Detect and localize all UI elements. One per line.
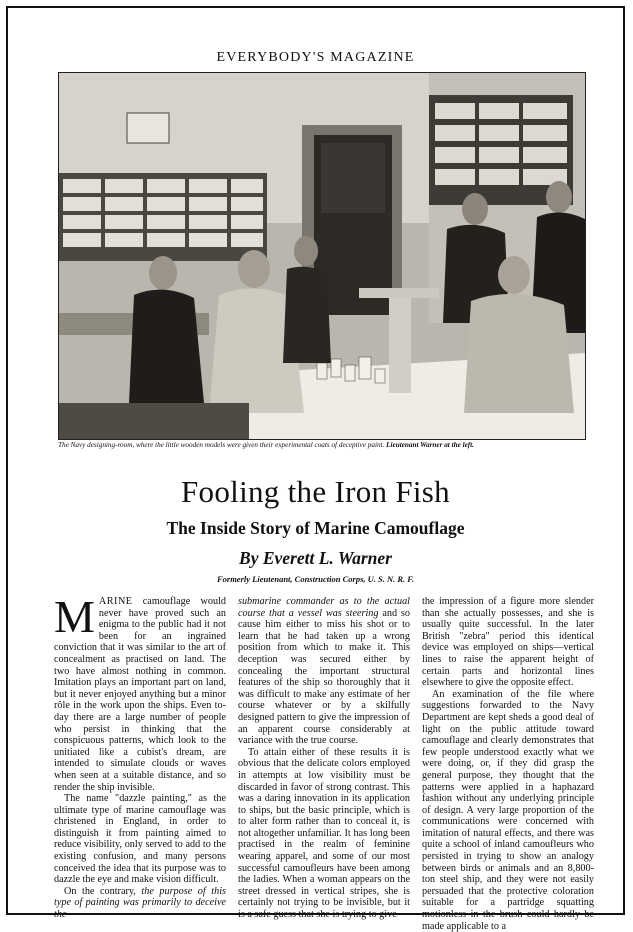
caption-main: The Navy designing-room, where the little wooden models were given their experimental coats of deceptive paint.: [58, 441, 385, 449]
paragraph-text: On the contrary,: [64, 885, 142, 897]
column-3: [422, 596, 594, 932]
caption-credit: Lieutenant Warner at the left.: [386, 441, 474, 449]
magazine-page: [6, 6, 625, 932]
designing-room-photo: [58, 72, 586, 440]
paragraph: [54, 591, 226, 793]
paragraph: [54, 886, 226, 921]
column-1: [54, 591, 226, 921]
article-subtitle: The Inside Story of Marine Camouflage: [166, 518, 465, 538]
column-2: [238, 596, 410, 921]
paragraph: An examination of the file where suggestions forwarded to the Navy Department are kept sheds a good deal of light on the public attitude toward camouflage and clearly demonstrates that few people understood exactly what we were doing, or, if they did grasp the general purpose, they thought that the patterns were applied in a haphazard fashion without any underlying principle of design. A very large proportion of the communications were concerned with imitation of natural effects, and there was quite a school of inland camoufleurs who persisted in trying to show an analogy between birds or animals and an 8,800-ton steel ship, and they were not easily persuaded that the protective coloration suitable for a partridge squatting motionless in the brush could hardly be made applicable to a: [422, 688, 594, 932]
photo-caption: [58, 441, 588, 449]
article-byline: By Everett L. Warner: [239, 548, 392, 568]
paragraph: [238, 596, 410, 747]
paragraph: To attain either of these results it is obvious that the delicate colors employed in attempts at low visibility must be discarded in favor of strong contrast. This was a daring innovation in its application to ships, but the basic principle, which is to alter form rather than to conceal it, is not altogether unfamiliar. It has long been practised in the realm of feminine wearing apparel, and some of our most successful camoufleurs have been among the ladies. When a woman appears on the street dressed in vertical stripes, she is certainly not trying to be invisible, but it is a safe guess that she is trying to give: [238, 746, 410, 921]
article-body: [54, 591, 594, 932]
photo-illustration: [59, 73, 585, 439]
italic-text: submarine commander as to the actual course that a vessel was steering: [238, 596, 410, 619]
paragraph: the impression of a figure more slender than she actually possesses, and she is usually quite successful. In the later British "zebra" period this identical device was employed on ships—vertical lines to raise the apparent height of certain parts and horizontal lines elsewhere to give the opposite effect.: [422, 596, 594, 689]
paragraph: The name "dazzle painting," as the ultimate type of marine camouflage was christened in England, in order to distinguish it from painting aimed to reduce visibility, only served to add to the existing confusion, and many persons conceived the idea that its purpose was to dazzle the eye and make vision difficult.: [54, 793, 226, 886]
drop-cap: M: [54, 591, 95, 642]
running-head: EVERYBODY'S MAGAZINE: [216, 50, 415, 65]
left-shelf-unit: [59, 173, 267, 261]
italic-text: the purpose of this type of painting was primarily to deceive the: [54, 885, 226, 921]
lead-caps: ARINE: [98, 596, 133, 607]
paragraph-text: and so cause him either to miss his shot or to learn that he had taken up a wrong position from which to make it. This deception was secured either by concealing the important structural features of the ship so thoroughly that it was difficult to make any estimate of her course whatever or by a skilfully designed pattern to give the impression of an apparent course considerably at variance with the true course.: [238, 607, 410, 747]
author-credit: Formerly Lieutenant, Construction Corps, U. S. N. R. F.: [216, 574, 415, 584]
article-title: Fooling the Iron Fish: [181, 474, 450, 509]
paragraph-text: camouflage would never have proved such an enigma to the public had it not been for an ingrained conviction that it was similar to the art of concealment as practised on land. The two have almost nothing in common. Imitation plays an important part on land, but it never enjoyed anything but a minor rôle in the work upon the ships. Even to-day there are a large number of people who persist in thinking that the conspicuous patterns, which look to the unitiated like a cubist's dream, are intended to simulate clouds or waves when seen at a suitable distance, and so render the ship invisible.: [54, 596, 226, 793]
